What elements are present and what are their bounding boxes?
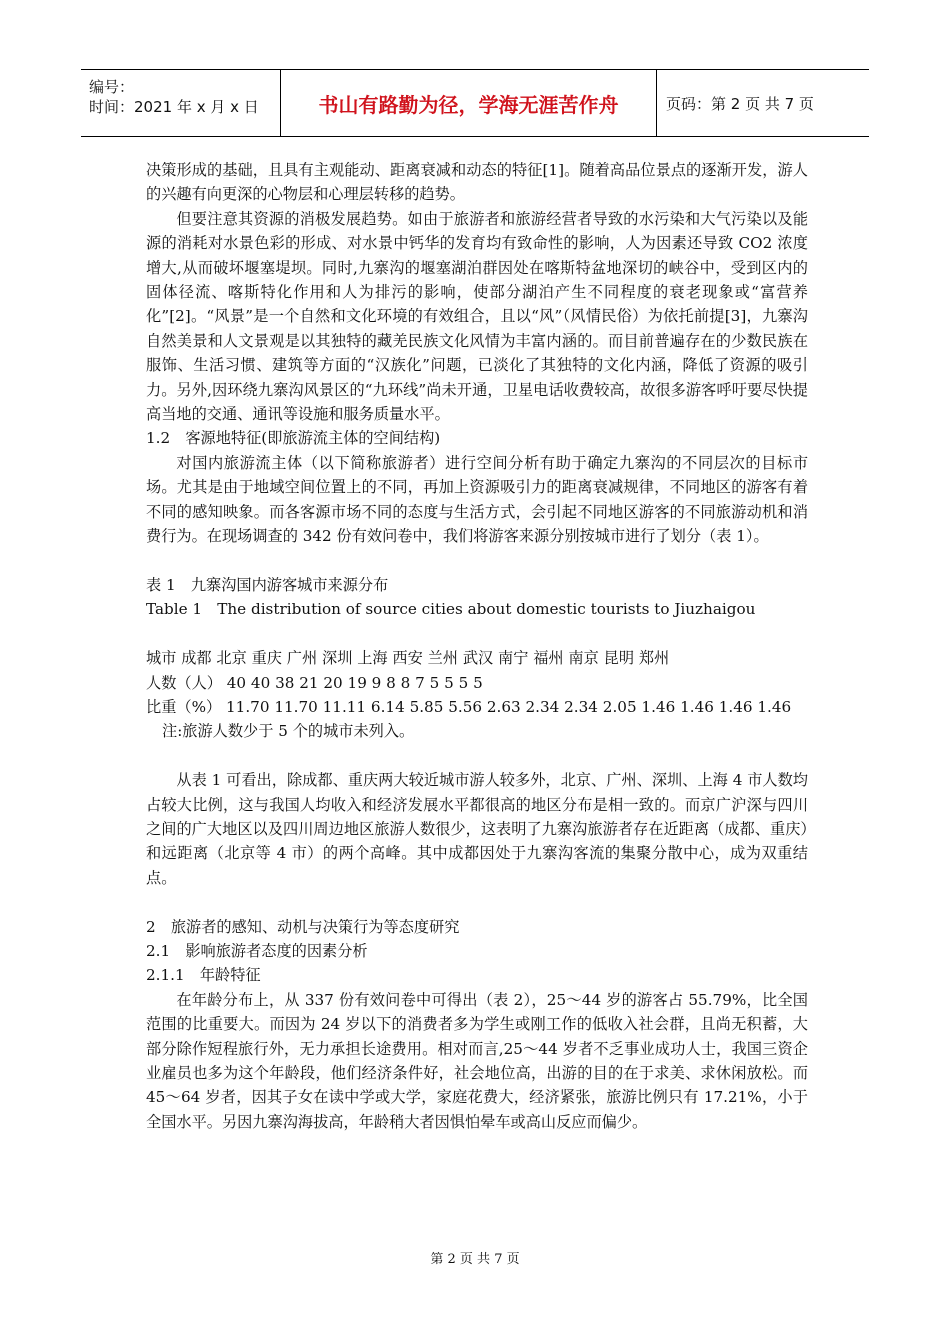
document-body [146,158,808,1134]
heading-2-1-1: 2.1.1 年龄特征 [146,966,261,985]
table-note: 注:旅游人数少于 5 个的城市未列入。 [162,722,415,741]
table-caption-cn: 表 1 九寨沟国内游客城市来源分布 [146,575,389,594]
paragraph-4: 从表 1 可看出，除成都、重庆两大较近城市游人较多外，北京、广州、深圳、上海 4 市人数均占较大比例，这与我国人均收入和经济发展水平都很高的地区分布是相一致的。而京广沪深与四川之间的广大地区以及四川周边地区旅游人数很少，这表明了九寨沟旅游者存在近距离（成都、重庆）和远距离（北京等 4 市）的两个高峰。其中成都因处于九寨沟客流的集聚分散中心，成为双重结点。 [146,771,808,887]
heading-2: 2 旅游者的感知、动机与决策行为等态度研究 [146,917,460,936]
heading-1-2: 1.2 客源地特征(即旅游流主体的空间结构) [146,429,441,448]
header-meta-cell [81,70,281,136]
table-row-count: 人数（人） 40 40 38 21 20 19 9 8 8 7 5 5 5 5 [146,673,483,692]
table-row-percent: 比重（%） 11.70 11.70 11.11 6.14 5.85 5.56 2.63 2.34 2.34 2.05 1.46 1.46 1.46 1.46 [146,697,792,716]
header-table [81,69,869,137]
paragraph-5: 在年龄分布上，从 337 份有效问卷中可得出（表 2），25～44 岁的游客占 55.79%，比全国范围的比重要大。而因为 24 岁以下的消费者多为学生或刚工作的低收入社会群，且尚无积蓄，大部分除作短程旅行外，无力承担长途费用。相对而言,25～44 岁者不乏事业成功人士，我国三资企业雇员也多为这个年龄段，他们经济条件好，社会地位高，出游的目的在于求美、求休闲放松。而 45～64 岁者，因其子女在读中学或大学，家庭花费大，经济紧张，旅游比例只有 17.21%，小于全国水平。另因九寨沟海拔高，年龄稍大者因惧怕晕车或高山反应而偏少。 [146,990,808,1131]
page-footer: 第 2 页 共 7 页 [430,1252,520,1267]
table-caption-en: Table 1 The distribution of source cities about domestic tourists to Jiuzhaigou [146,600,756,619]
date-label: 时间：2021 年 x 月 x 日 [89,98,259,116]
number-label: 编号： [89,78,135,96]
motto: 书山有路勤为径，学海无涯苦作舟 [281,70,657,136]
table-row-city: 城市 成都 北京 重庆 广州 深圳 上海 西安 兰州 武汉 南宁 福州 南京 昆明 郑州 [146,649,670,668]
heading-2-1: 2.1 影响旅游者态度的因素分析 [146,941,368,960]
paragraph-1: 决策形成的基础，且具有主观能动、距离衰减和动态的特征[1]。随着高品位景点的逐渐开发，游人的兴趣有向更深的心物层和心理层转移的趋势。 [146,161,808,204]
paragraph-2: 但要注意其资源的消极发展趋势。如由于旅游者和旅游经营者导致的水污染和大气污染以及能源的消耗对水景色彩的形成、对水景中钙华的发育均有致命性的影响，人为因素还导致 CO2 浓度增大,从而破坏堰塞堤坝。同时,九寨沟的堰塞湖泊群因处在喀斯特盆地深切的峡谷中，受到区内的固体径流、喀斯特化作用和人为排污的影响，使部分湖泊产生不同程度的衰老现象或“富营养化”[2]。“风景”是一个自然和文化环境的有效组合，且以“风”（风情民俗）为依托前提[3]，九寨沟自然美景和人文景观是以其独特的藏羌民族文化风情为丰富内涵的。而目前普遍存在的少数民族在服饰、生活习惯、建筑等方面的“汉族化”问题，已淡化了其独特的文化内涵，降低了资源的吸引力。另外,因环绕九寨沟风景区的“九环线”尚未开通，卫星电话收费较高，故很多游客呼吁要尽快提高当地的交通、通讯等设施和服务质量水平。 [146,209,808,424]
paragraph-3: 对国内旅游流主体（以下简称旅游者）进行空间分析有助于确定九寨沟的不同层次的目标市场。尤其是由于地域空间位置上的不同，再加上资源吸引力的距离衰减规律，不同地区的游客有着不同的感知映象。而各客源市场不同的态度与生活方式，会引起不同地区游客的不同旅游动机和消费行为。在现场调查的 342 份有效问卷中，我们将游客来源分别按城市进行了划分（表 1）。 [146,453,808,546]
page-info: 页码：第 2 页 共 7 页 [666,94,814,113]
